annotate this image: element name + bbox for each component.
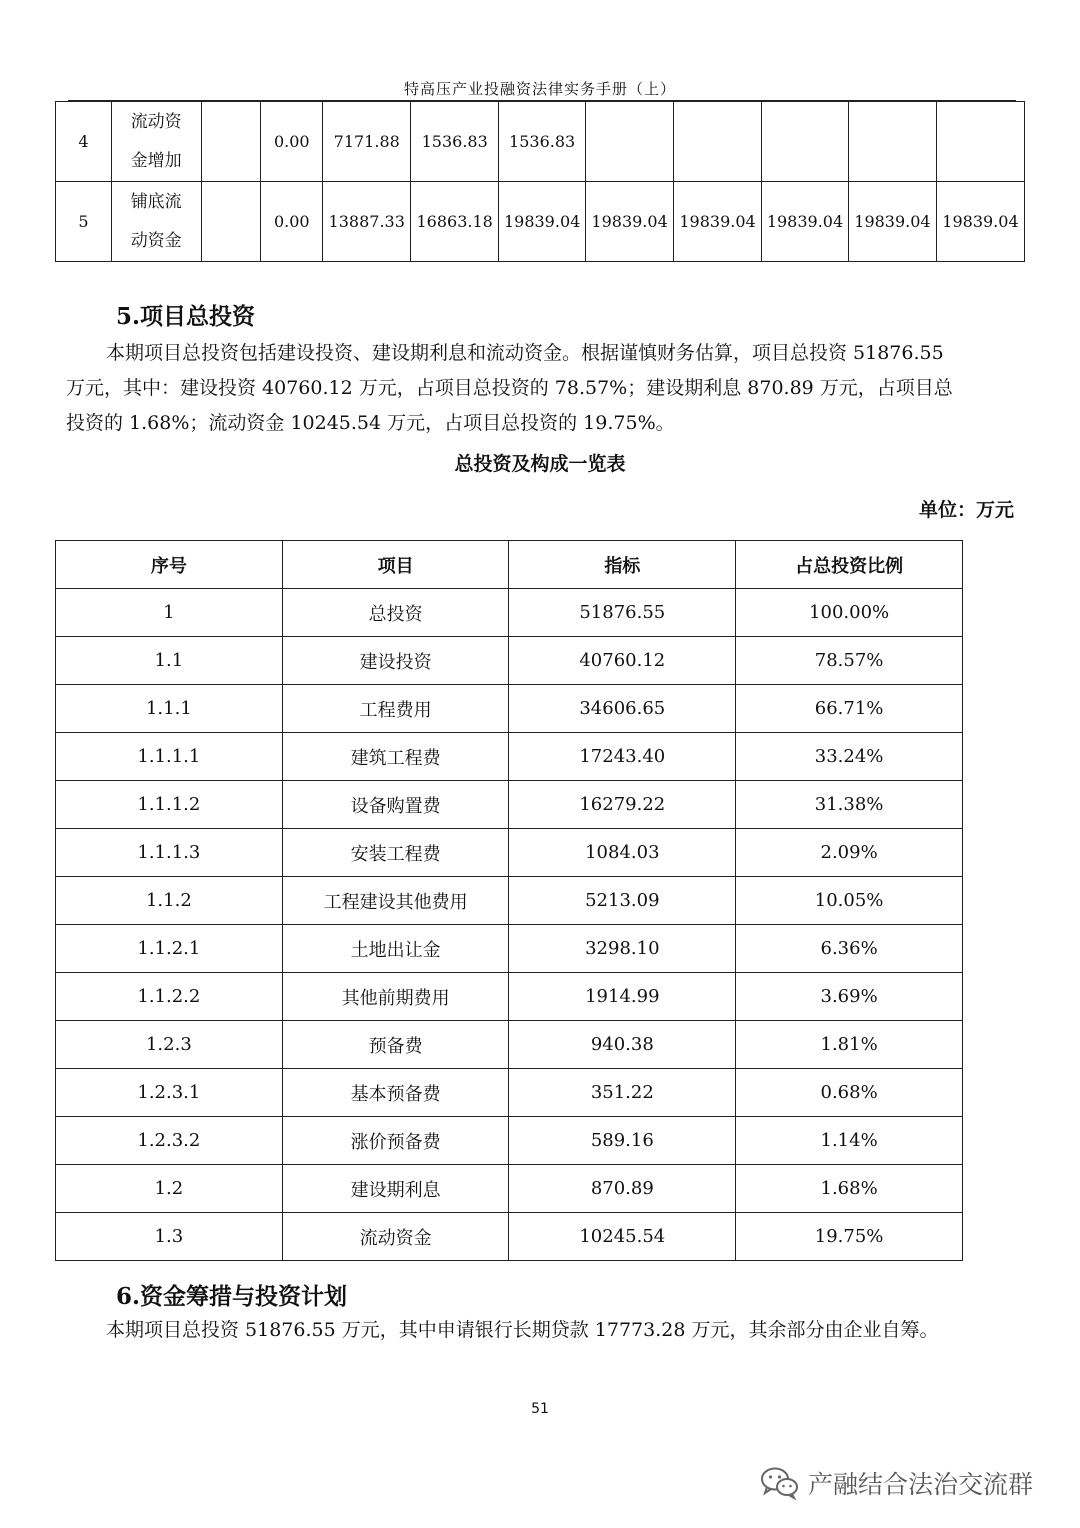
table-row xyxy=(56,637,963,685)
table-cell: 1084.03 xyxy=(509,829,736,877)
table-cell: 1.2.3.1 xyxy=(56,1069,283,1117)
table-cell: 870.89 xyxy=(509,1165,736,1213)
table-cell: 1.1.2.1 xyxy=(56,925,283,973)
table-cell xyxy=(936,102,1024,182)
column-header: 序号 xyxy=(56,541,283,589)
table-cell: 33.24% xyxy=(736,733,963,781)
table-cell: 工程费用 xyxy=(282,685,509,733)
table-cell: 1536.83 xyxy=(411,102,499,182)
table-cell: 流动资 金增加 xyxy=(111,102,201,182)
table-cell: 1536.83 xyxy=(499,102,586,182)
table-cell: 100.00% xyxy=(736,589,963,637)
section-heading: 5.项目总投资 xyxy=(116,303,256,330)
table-cell: 19839.04 xyxy=(499,182,586,262)
table-cell: 3298.10 xyxy=(509,925,736,973)
table-row xyxy=(56,925,963,973)
table-cell: 流动资金 xyxy=(282,1213,509,1261)
table-cell: 940.38 xyxy=(509,1021,736,1069)
table-cell: 16863.18 xyxy=(411,182,499,262)
table-body xyxy=(56,589,963,1261)
section-paragraph: 本期项目总投资 51876.55 万元，其中申请银行长期贷款 17773.28 万元，其余部分由企业自筹。 xyxy=(106,1319,939,1341)
table-cell: 40760.12 xyxy=(509,637,736,685)
table-cell: 0.00 xyxy=(261,182,323,262)
table-cell: 6.36% xyxy=(736,925,963,973)
column-header: 占总投资比例 xyxy=(736,541,963,589)
table-cell: 建设投资 xyxy=(282,637,509,685)
column-header: 指标 xyxy=(509,541,736,589)
table-cell: 19.75% xyxy=(736,1213,963,1261)
table-cell: 16279.22 xyxy=(509,781,736,829)
table-cell: 1.1.1.3 xyxy=(56,829,283,877)
table-cell: 4 xyxy=(56,102,112,182)
cash-flow-table-fragment xyxy=(55,101,1025,262)
table-cell: 1.1.2.2 xyxy=(56,973,283,1021)
table-cell: 7171.88 xyxy=(323,102,411,182)
table-unit-label: 单位：万元 xyxy=(918,499,1014,521)
table-header-row xyxy=(56,541,963,589)
table-row xyxy=(56,781,963,829)
table-cell: 51876.55 xyxy=(509,589,736,637)
table-cell: 1.1 xyxy=(56,637,283,685)
table-cell: 1.2.3.2 xyxy=(56,1117,283,1165)
section-paragraph: 本期项目总投资包括建设投资、建设期利息和流动资金。根据谨慎财务估算，项目总投资 51876.55 万元，其中：建设投资 40760.12 万元，占项目总投资的 78.57%；建设期利息 870.89 万元，占项目总 投资的 1.68%；流动资金 10245.54 万元，占项目总投资的 19.75%。 xyxy=(66,342,953,434)
table-cell: 19839.04 xyxy=(586,182,674,262)
table-cell: 1 xyxy=(56,589,283,637)
wechat-icon xyxy=(760,1466,800,1500)
table-cell: 5 xyxy=(56,182,112,262)
table-cell: 1.1.1.1 xyxy=(56,733,283,781)
table-row xyxy=(56,733,963,781)
table-cell: 土地出让金 xyxy=(282,925,509,973)
table-cell: 5213.09 xyxy=(509,877,736,925)
table-cell: 1.81% xyxy=(736,1021,963,1069)
table-cell: 1.68% xyxy=(736,1165,963,1213)
table-cell: 66.71% xyxy=(736,685,963,733)
table-cell: 0.68% xyxy=(736,1069,963,1117)
watermark xyxy=(760,1463,1033,1503)
investment-composition-table xyxy=(55,540,963,1261)
table-cell: 1914.99 xyxy=(509,973,736,1021)
page-header-title: 特高压产业投融资法律实务手册（上） xyxy=(403,80,676,98)
table-row xyxy=(56,973,963,1021)
table-cell: 351.22 xyxy=(509,1069,736,1117)
table-row xyxy=(56,685,963,733)
table-cell: 1.14% xyxy=(736,1117,963,1165)
table-cell xyxy=(674,102,762,182)
table-cell: 设备购置费 xyxy=(282,781,509,829)
table-cell: 铺底流 动资金 xyxy=(111,182,201,262)
table-cell: 总投资 xyxy=(282,589,509,637)
watermark-text: 产融结合法治交流群 xyxy=(808,1470,1034,1499)
table-row xyxy=(56,102,1025,182)
table-cell: 10245.54 xyxy=(509,1213,736,1261)
table-cell: 13887.33 xyxy=(323,182,411,262)
table-caption: 总投资及构成一览表 xyxy=(454,453,626,475)
table-cell: 589.16 xyxy=(509,1117,736,1165)
table-cell xyxy=(201,182,261,262)
table-row xyxy=(56,829,963,877)
table-cell: 其他前期费用 xyxy=(282,973,509,1021)
table-cell: 31.38% xyxy=(736,781,963,829)
table-cell: 基本预备费 xyxy=(282,1069,509,1117)
table-cell: 预备费 xyxy=(282,1021,509,1069)
table-row xyxy=(56,877,963,925)
table-cell xyxy=(848,102,936,182)
table-cell xyxy=(586,102,674,182)
table-cell: 78.57% xyxy=(736,637,963,685)
table-cell: 19839.04 xyxy=(936,182,1024,262)
table-row xyxy=(56,1117,963,1165)
page-number: 51 xyxy=(531,1401,549,1417)
table-cell: 1.2 xyxy=(56,1165,283,1213)
table-cell: 1.1.1.2 xyxy=(56,781,283,829)
table-row xyxy=(56,589,963,637)
table-cell: 建设期利息 xyxy=(282,1165,509,1213)
table-cell: 0.00 xyxy=(261,102,323,182)
table-cell: 工程建设其他费用 xyxy=(282,877,509,925)
table-row xyxy=(56,1165,963,1213)
table-cell: 1.3 xyxy=(56,1213,283,1261)
table-cell: 10.05% xyxy=(736,877,963,925)
table-cell xyxy=(201,102,261,182)
table-cell: 1.2.3 xyxy=(56,1021,283,1069)
table-row xyxy=(56,1213,963,1261)
table-row xyxy=(56,1021,963,1069)
table-cell: 2.09% xyxy=(736,829,963,877)
table-cell: 安装工程费 xyxy=(282,829,509,877)
table-row xyxy=(56,182,1025,262)
table-cell: 1.1.1 xyxy=(56,685,283,733)
table-cell: 19839.04 xyxy=(848,182,936,262)
table-cell: 17243.40 xyxy=(509,733,736,781)
column-header: 项目 xyxy=(282,541,509,589)
table-cell: 涨价预备费 xyxy=(282,1117,509,1165)
table-cell: 1.1.2 xyxy=(56,877,283,925)
table-cell: 19839.04 xyxy=(762,182,849,262)
table-cell: 3.69% xyxy=(736,973,963,1021)
table-cell: 建筑工程费 xyxy=(282,733,509,781)
table-cell xyxy=(762,102,849,182)
section-heading: 6.资金筹措与投资计划 xyxy=(116,1283,348,1310)
table-row xyxy=(56,1069,963,1117)
table-cell: 34606.65 xyxy=(509,685,736,733)
table-cell: 19839.04 xyxy=(674,182,762,262)
